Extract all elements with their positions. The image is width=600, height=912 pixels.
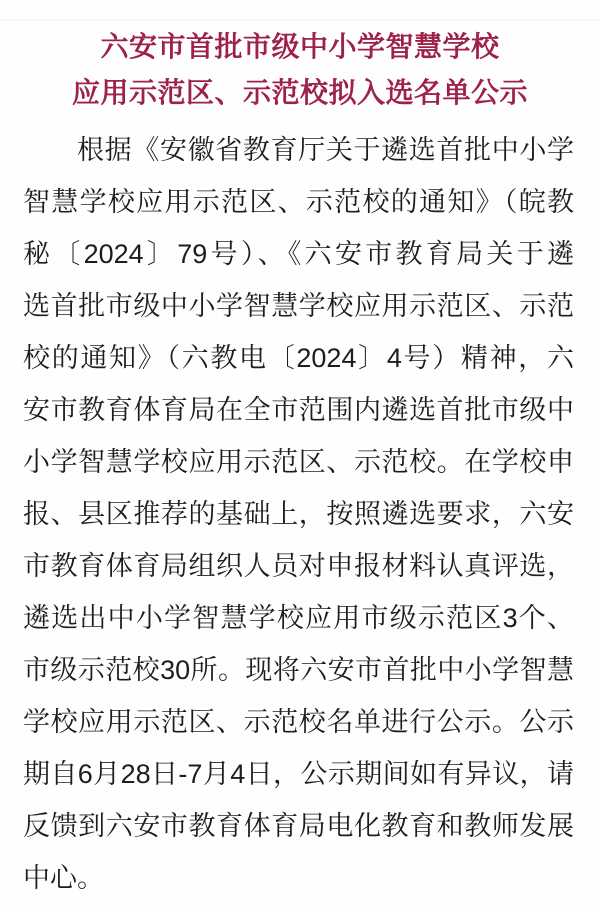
body-line: 安市教育体育局在全市范围内遴选首批市级中 (23, 395, 574, 425)
body-line: 遴选出中小学智慧学校应用市级示范区3个、 (23, 603, 574, 633)
body-line: 秘〔2024〕79号）、《六安市教育局关于遴 (23, 239, 574, 269)
body-line: 中心。 (23, 863, 104, 893)
body-line: 反馈到六安市教育体育局电化教育和教师发展 (23, 811, 574, 841)
body-line: 根据《安徽省教育厅关于遴选首批中小学 (77, 135, 574, 165)
document-title-line1: 六安市首批市级中小学智慧学校 (100, 31, 500, 62)
body-line: 校的通知》（六教电〔2024〕4号）精神，六 (23, 343, 574, 373)
body-line: 学校应用示范区、示范校名单进行公示。公示 (23, 707, 574, 737)
top-divider (0, 19, 600, 21)
body-line: 期自6月28日-7月4日，公示期间如有异议，请 (23, 759, 574, 789)
body-line: 选首批市级中小学智慧学校应用示范区、示范 (23, 291, 574, 321)
body-line: 报、县区推荐的基础上，按照遴选要求，六安 (23, 499, 574, 529)
announcement-body (23, 124, 574, 904)
document-title-line2: 应用示范区、示范校拟入选名单公示 (71, 77, 528, 108)
body-line: 市级示范校30所。现将六安市首批中小学智慧 (23, 655, 574, 685)
document-title (20, 24, 580, 116)
body-line: 智慧学校应用示范区、示范校的通知》（皖教 (23, 187, 574, 217)
body-line: 市教育体育局组织人员对申报材料认真评选， (23, 551, 574, 581)
body-line: 小学智慧学校应用示范区、示范校。在学校申 (23, 447, 574, 477)
